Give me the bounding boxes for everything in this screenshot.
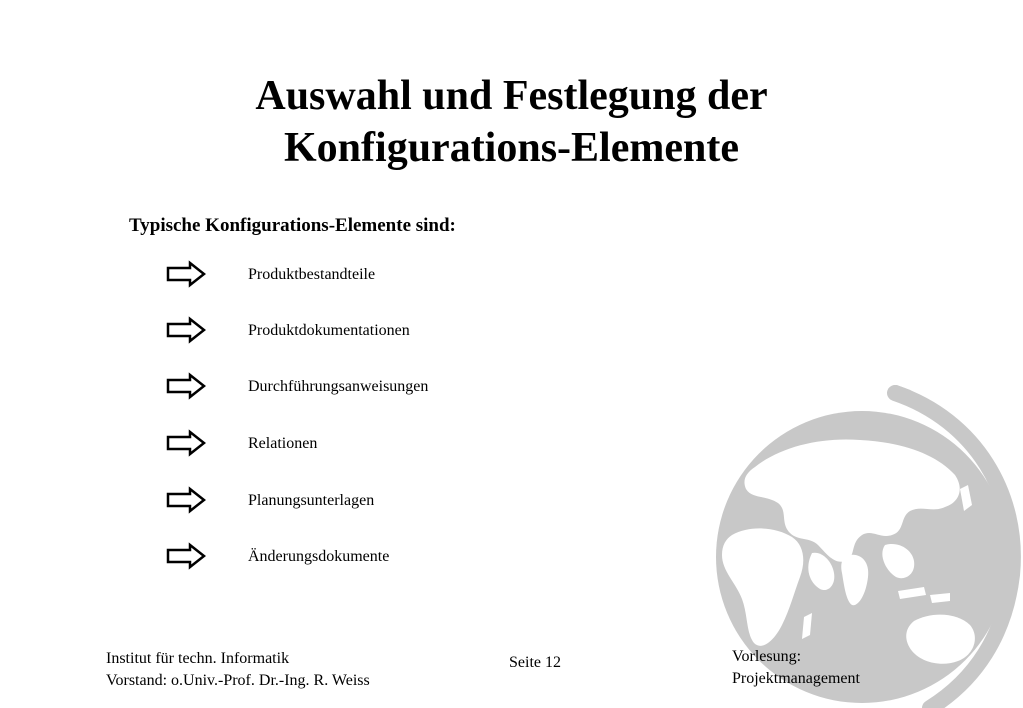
hollow-right-arrow-icon (166, 316, 206, 344)
list-item-label: Produktdokumentationen (248, 322, 410, 339)
footer-lecture-label: Vorlesung: (732, 648, 802, 665)
list-item (166, 486, 566, 516)
hollow-right-arrow-icon (166, 542, 206, 570)
list-item-label: Produktbestandteile (248, 266, 376, 283)
title-line-2: Konfigurations-Elemente (284, 125, 739, 171)
footer-institute (106, 648, 370, 692)
hollow-right-arrow-icon (166, 486, 206, 514)
list-item (166, 372, 566, 402)
hollow-right-arrow-icon (166, 372, 206, 400)
list-item-label: Planungsunterlagen (248, 492, 375, 509)
list-item (166, 542, 566, 572)
list-item (166, 316, 566, 346)
page-title (0, 70, 1023, 174)
list-item (166, 260, 566, 290)
list-item (166, 429, 566, 459)
page-number: Seite 12 (509, 654, 561, 671)
list-item-label: Relationen (248, 435, 318, 452)
hollow-right-arrow-icon (166, 260, 206, 288)
footer-institute-head: Vorstand: o.Univ.-Prof. Dr.-Ing. R. Weiss (106, 672, 370, 689)
list-item-label: Änderungsdokumente (248, 548, 390, 565)
title-line-1: Auswahl und Festlegung der (255, 73, 768, 119)
footer-institute-name: Institut für techn. Informatik (106, 650, 290, 667)
footer-lecture-name: Projektmanagement (732, 670, 860, 687)
section-subtitle: Typische Konfigurations-Elemente sind: (129, 215, 456, 236)
hollow-right-arrow-icon (166, 429, 206, 457)
list-item-label: Durchführungsanweisungen (248, 378, 429, 395)
footer-lecture (732, 646, 860, 690)
